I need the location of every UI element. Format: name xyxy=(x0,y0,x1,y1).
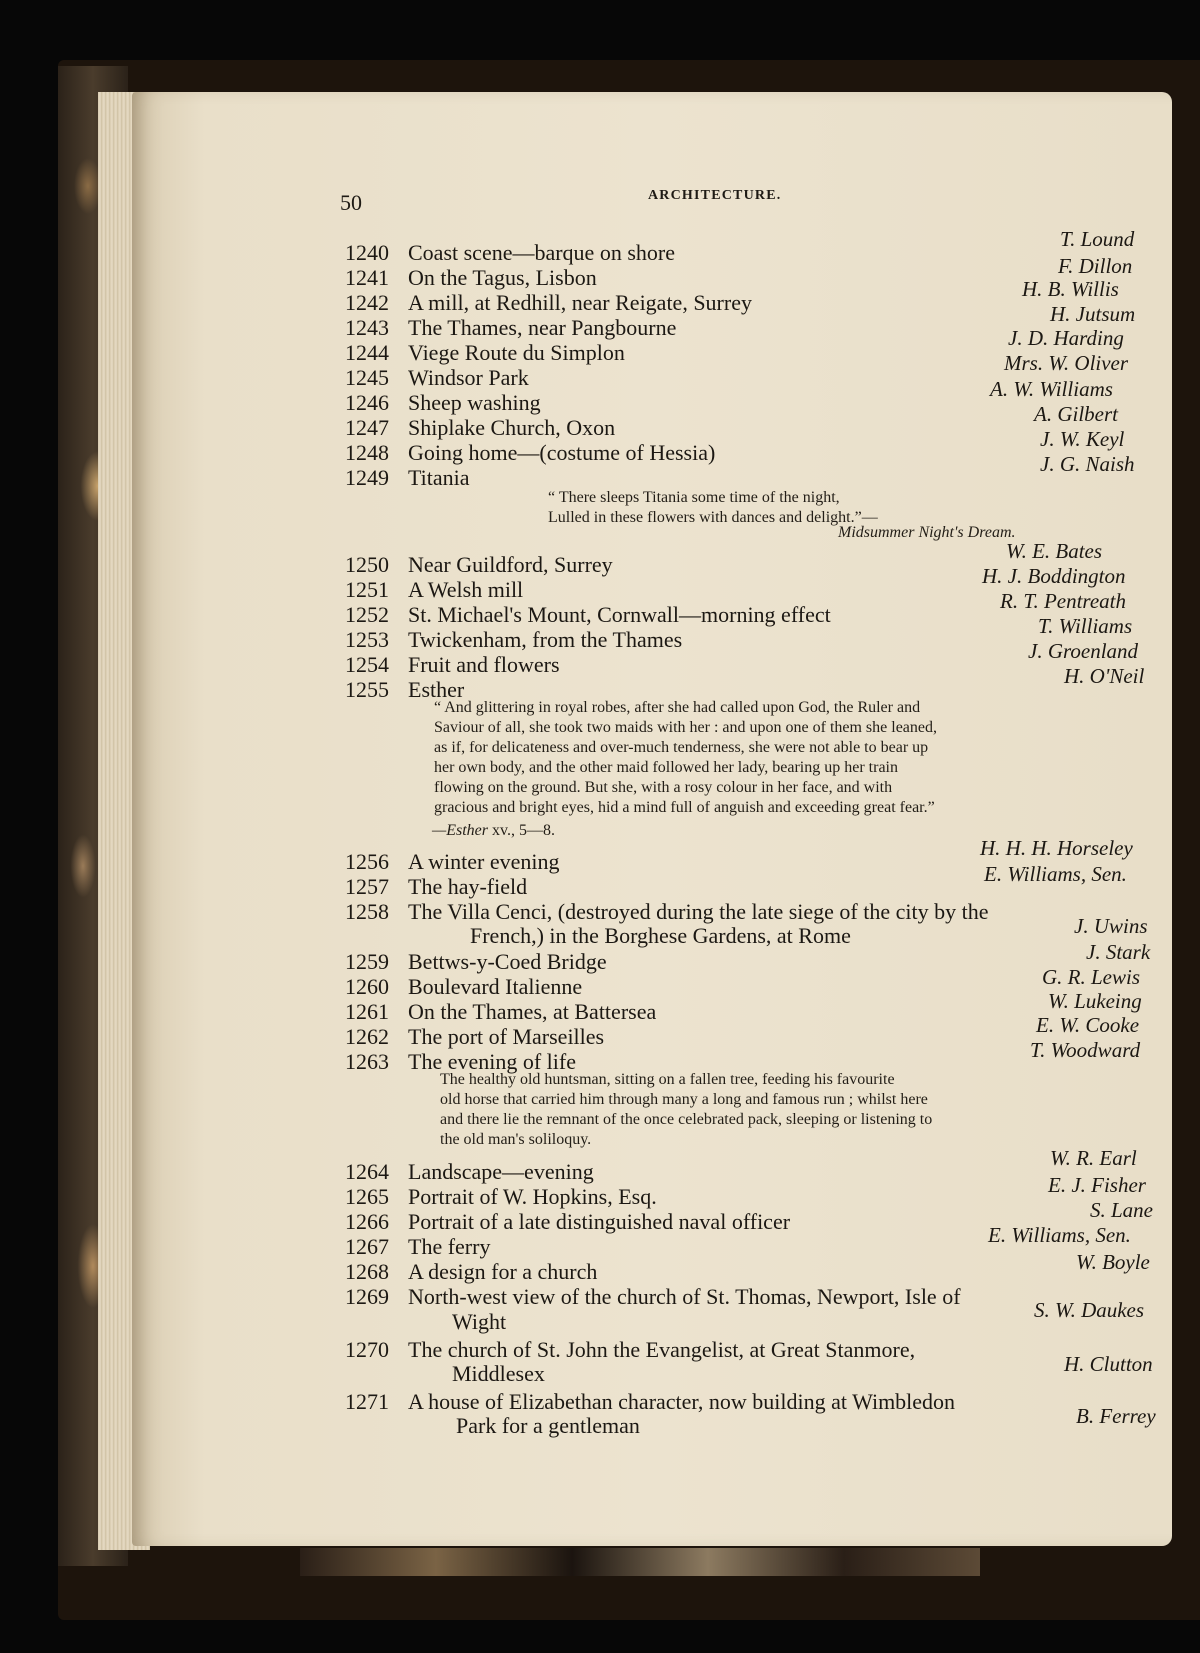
entry-title: Portrait of W. Hopkins, Esq. xyxy=(408,1184,657,1209)
entry-title: Sheep washing xyxy=(408,390,541,415)
entry-artist: J. G. Naish xyxy=(1040,452,1135,476)
entry-title: A house of Elizabethan character, now building at Wimbledon xyxy=(408,1389,956,1414)
entry-artist: W. Boyle xyxy=(1076,1250,1150,1274)
entry-artist: S. W. Daukes xyxy=(1034,1298,1145,1322)
entry-title: The Villa Cenci, (destroyed during the late siege of the city by the xyxy=(408,899,989,924)
entry-number: 1267 xyxy=(345,1234,389,1259)
entry-number: 1262 xyxy=(345,1024,389,1049)
entry-number: 1256 xyxy=(345,849,389,874)
entry-artist: R. T. Pentreath xyxy=(1000,589,1126,613)
entry-title: Twickenham, from the Thames xyxy=(408,627,683,652)
quote-line: “ And glittering in royal robes, after she had called upon God, the Ruler and xyxy=(434,699,921,716)
entry-artist: H. Jutsum xyxy=(1050,302,1136,326)
catalogue-entry xyxy=(0,1146,1200,1186)
entry-number: 1244 xyxy=(345,340,389,365)
entry-artist: J. Groenland xyxy=(1028,639,1139,663)
entry-artist: A. W. Williams xyxy=(990,377,1113,401)
entry-title: The church of St. John the Evangelist, at Great Stanmore, xyxy=(408,1337,916,1362)
entry-title: Shiplake Church, Oxon xyxy=(408,415,616,440)
catalogue-entry xyxy=(0,1250,1200,1286)
entry-artist: J. D. Harding xyxy=(1008,326,1124,350)
entry-title: St. Michael's Mount, Cornwall—morning effect xyxy=(408,602,831,627)
catalogue-entry xyxy=(0,1223,1200,1261)
entry-artist: H. Clutton xyxy=(1064,1352,1153,1376)
page-number: 50 xyxy=(340,190,362,215)
quote-line: gracious and bright eyes, hid a mind full of anguish and exceeding great fear.” xyxy=(434,799,935,816)
entry-title: Fruit and flowers xyxy=(408,652,560,677)
entry-number: 1241 xyxy=(345,265,389,290)
entry-artist: T. Williams xyxy=(1038,614,1133,638)
entry-title: On the Tagus, Lisbon xyxy=(408,265,597,290)
entry-artist: W. R. Earl xyxy=(1050,1146,1137,1170)
entry-continuation: Park for a gentleman xyxy=(456,1413,640,1438)
entry-number: 1253 xyxy=(345,627,389,652)
entry-artist: J. Uwins xyxy=(1074,914,1148,938)
entry-number: 1242 xyxy=(345,290,389,315)
catalogue-entry xyxy=(0,989,1200,1026)
entry-number: 1270 xyxy=(345,1337,389,1362)
quote-line: and there lie the remnant of the once celebrated pack, sleeping or listening to xyxy=(440,1111,933,1128)
quote-line: her own body, and the other maid followed her lady, bearing up her train xyxy=(434,759,898,776)
entry-continuation: Middlesex xyxy=(452,1361,545,1386)
entry-number: 1258 xyxy=(345,899,389,924)
entry-number: 1247 xyxy=(345,415,389,440)
entry-number: 1260 xyxy=(345,974,389,999)
entry-number: 1268 xyxy=(345,1259,389,1284)
cite-book: —Esther xyxy=(432,822,488,839)
entry-title: Windsor Park xyxy=(408,365,529,390)
entry-artist: Mrs. W. Oliver xyxy=(1004,351,1129,375)
entry-artist: J. Stark xyxy=(1086,940,1151,964)
quote-line: Lulled in these flowers with dances and delight.”— xyxy=(548,509,878,526)
entry-title: A design for a church xyxy=(408,1259,598,1284)
entry-number: 1246 xyxy=(345,390,389,415)
running-head: ARCHITECTURE. xyxy=(648,188,782,203)
esther-quote xyxy=(434,698,937,818)
catalogue-entry xyxy=(0,965,1200,1001)
catalogue-entry xyxy=(0,1013,1200,1051)
quote-line: as if, for delicateness and over-much tenderness, she were not able to bear up xyxy=(434,739,929,756)
entry-artist: S. Lane xyxy=(1090,1198,1153,1222)
entry-title: Portrait of a late distinguished naval officer xyxy=(408,1209,791,1234)
quote-line: Saviour of all, she took two maids with her : and upon one of them she leaned, xyxy=(434,719,938,736)
entry-title: Titania xyxy=(408,465,470,490)
entry-title: A winter evening xyxy=(408,849,560,874)
entry-artist: E. W. Cooke xyxy=(1036,1013,1140,1037)
entry-number: 1255 xyxy=(345,677,389,702)
entry-continuation: Wight xyxy=(452,1309,507,1334)
entry-number: 1252 xyxy=(345,602,389,627)
catalogue-entry xyxy=(0,1173,1200,1211)
entry-number: 1263 xyxy=(345,1049,389,1074)
catalogue-entry xyxy=(0,940,1200,976)
quote-line: “ There sleeps Titania some time of the night, xyxy=(548,489,840,506)
catalogue-entry xyxy=(0,862,1200,901)
entry-number: 1254 xyxy=(345,652,389,677)
quote-line: the old man's soliloquy. xyxy=(440,1131,592,1148)
entry-number: 1261 xyxy=(345,999,389,1024)
entry-number: 1243 xyxy=(345,315,389,340)
entry-artist: A. Gilbert xyxy=(1034,402,1118,426)
entry-number: 1250 xyxy=(345,552,389,577)
entry-number: 1266 xyxy=(345,1209,389,1234)
entry-artist: F. Dillon xyxy=(1058,254,1133,278)
entry-artist: H. B. Willis xyxy=(1022,277,1119,301)
entry-number: 1249 xyxy=(345,465,389,490)
entry-number: 1245 xyxy=(345,365,389,390)
entry-title: The ferry xyxy=(408,1234,491,1259)
entry-artist: H. J. Boddington xyxy=(982,564,1126,588)
entry-title: North-west view of the church of St. Thomas, Newport, Isle of xyxy=(408,1284,961,1309)
quote-line: flowing on the ground. But she, with a rosy colour in her face, and with xyxy=(434,779,893,796)
entry-artist: H. O'Neil xyxy=(1064,664,1145,688)
titania-quote xyxy=(548,488,878,528)
entry-title: Boulevard Italienne xyxy=(408,974,583,999)
entry-number: 1240 xyxy=(345,240,389,265)
entry-artist: W. Lukeing xyxy=(1048,989,1142,1013)
cite-ref: xv., 5—8. xyxy=(488,822,555,839)
entry-number: 1265 xyxy=(345,1184,389,1209)
entry-number: 1257 xyxy=(345,874,389,899)
entry-title: On the Thames, at Battersea xyxy=(408,999,657,1024)
entry-title: A Welsh mill xyxy=(408,577,524,602)
entry-artist: T. Woodward xyxy=(1030,1038,1141,1062)
entry-title: Bettws-y-Coed Bridge xyxy=(408,949,607,974)
entry-number: 1248 xyxy=(345,440,389,465)
entry-artist: E. Williams, Sen. xyxy=(984,862,1127,886)
entry-artist: W. E. Bates xyxy=(1006,539,1103,563)
catalogue-entry xyxy=(0,254,1200,292)
entry-title: The hay-field xyxy=(408,874,528,899)
entry-artist: G. R. Lewis xyxy=(1042,965,1141,989)
entry-title: A mill, at Redhill, near Reigate, Surrey xyxy=(408,290,752,315)
entry-title: Going home—(costume of Hessia) xyxy=(408,440,716,465)
entry-number: 1259 xyxy=(345,949,389,974)
entry-number: 1264 xyxy=(345,1159,389,1184)
entry-artist: E. J. Fisher xyxy=(1048,1173,1146,1197)
entry-title: The Thames, near Pangbourne xyxy=(408,315,677,340)
entry-artist: T. Lound xyxy=(1060,227,1135,251)
evening-of-life-description xyxy=(440,1070,932,1150)
entry-number: 1251 xyxy=(345,577,389,602)
entry-title: The port of Marseilles xyxy=(408,1024,605,1049)
entry-title: Esther xyxy=(408,677,465,702)
entry-number: 1271 xyxy=(345,1389,389,1414)
entry-number: 1269 xyxy=(345,1284,389,1309)
entry-title: Landscape—evening xyxy=(408,1159,594,1184)
entry-title: Viege Route du Simplon xyxy=(408,340,625,365)
entry-title: Coast scene—barque on shore xyxy=(408,240,675,265)
entry-title: The evening of life xyxy=(408,1049,576,1074)
quote-citation: Midsummer Night's Dream. xyxy=(838,524,1016,541)
entry-continuation: French,) in the Borghese Gardens, at Rome xyxy=(470,923,851,948)
quote-line: The healthy old huntsman, sitting on a fallen tree, feeding his favourite xyxy=(440,1071,895,1088)
entry-title: Near Guildford, Surrey xyxy=(408,552,613,577)
entry-artist: B. Ferrey xyxy=(1076,1404,1156,1428)
catalogue-entry xyxy=(0,227,1200,267)
entry-artist: E. Williams, Sen. xyxy=(988,1223,1131,1247)
entry-artist: J. W. Keyl xyxy=(1040,427,1125,451)
quote-citation xyxy=(432,822,555,840)
entry-artist: H. H. H. Horseley xyxy=(980,836,1133,860)
quote-line: old horse that carried him through many a long and famous run ; whilst here xyxy=(440,1091,928,1108)
